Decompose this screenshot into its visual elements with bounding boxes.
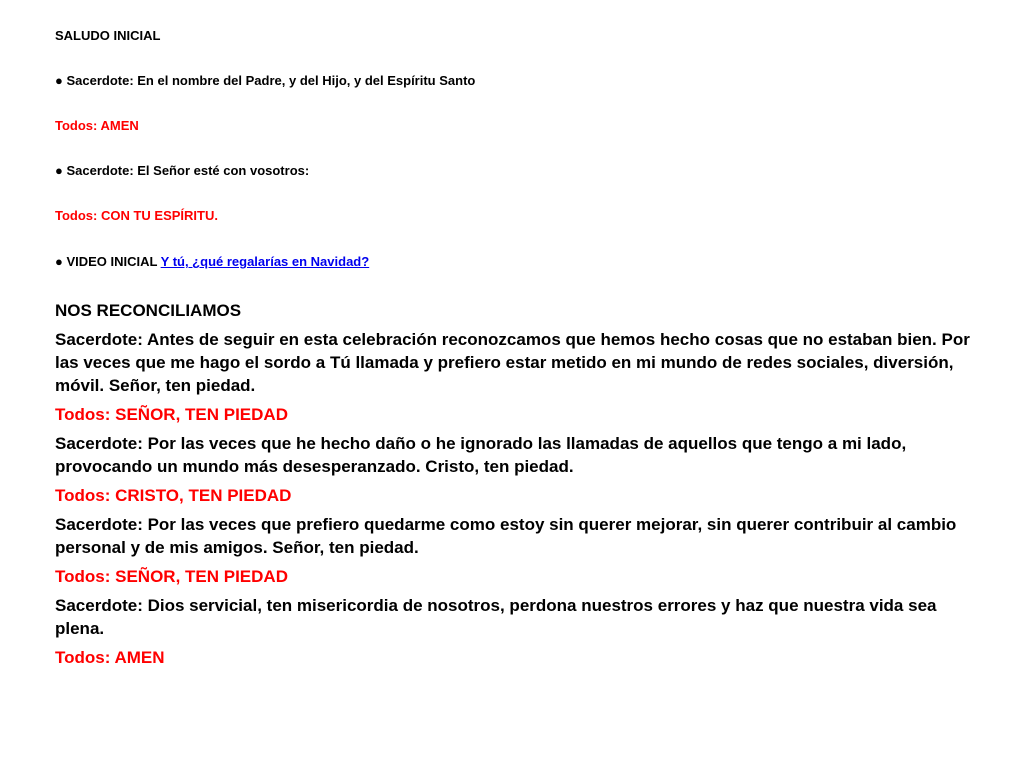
priest-line: Sacerdote: Por las veces que he hecho daño o he ignorado las llamadas de aquellos que tengo a mi lado, provocando un mundo más desesperanzado. Cristo, ten piedad. [55,434,907,476]
response-line: Todos: AMEN [55,648,165,667]
response-1: Todos: AMEN [55,118,139,133]
response-line: Todos: SEÑOR, TEN PIEDAD [55,567,288,586]
video-line [55,254,369,270]
response-line: Todos: CRISTO, TEN PIEDAD [55,486,292,505]
video-link[interactable]: Y tú, ¿qué regalarías en Navidad? [160,254,370,269]
reconcile-heading: NOS RECONCILIAMOS [55,301,242,320]
video-prefix: ● VIDEO INICIAL [55,254,158,269]
priest-line: Sacerdote: Antes de seguir en esta celebración reconozcamos que hemos hecho cosas que no estaban bien. Por las veces que me hago el sordo a Tú llamada y prefiero estar metido en mi mundo de redes sociales, diversión, móvil. Señor, ten piedad. [55,330,970,395]
priest-line-1: ● Sacerdote: En el nombre del Padre, y del Hijo, y del Espíritu Santo [55,73,476,88]
priest-line-2: ● Sacerdote: El Señor esté con vosotros: [55,163,310,178]
priest-line: Sacerdote: Por las veces que prefiero quedarme como estoy sin querer mejorar, sin querer contribuir al cambio personal y de mis amigos. Señor, ten piedad. [55,515,957,557]
greeting-heading: SALUDO INICIAL [55,28,161,43]
response-2: Todos: CON TU ESPÍRITU. [55,208,218,223]
reconcile-section [55,299,975,675]
priest-line: Sacerdote: Dios servicial, ten misericordia de nosotros, perdona nuestros errores y haz que nuestra vida sea plena. [55,596,937,638]
reconcile-blocks [55,328,975,669]
response-line: Todos: SEÑOR, TEN PIEDAD [55,405,288,424]
